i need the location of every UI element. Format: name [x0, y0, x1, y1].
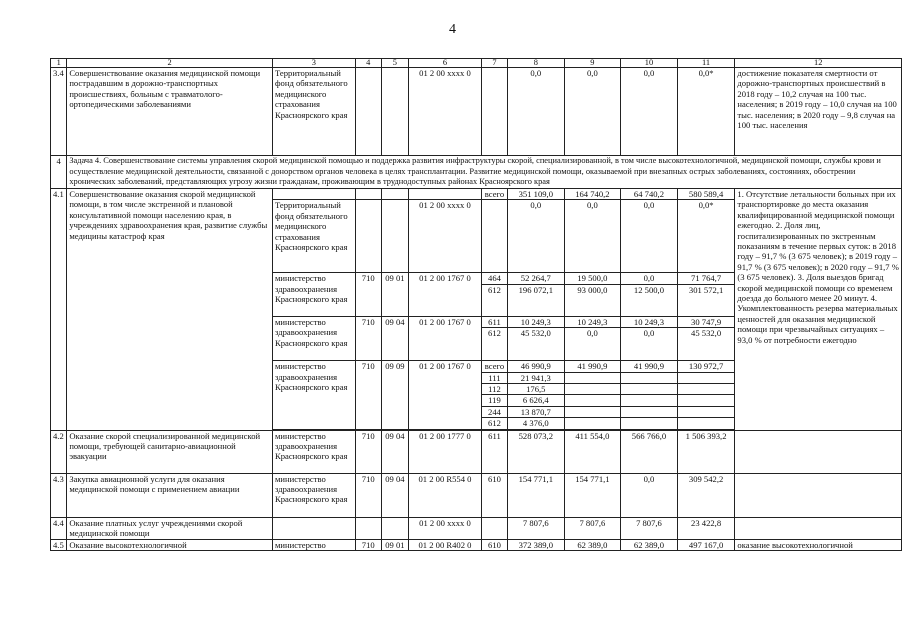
- vr-code: 112: [481, 384, 507, 395]
- col-header: 2: [67, 59, 273, 68]
- vr-code: всего: [481, 361, 507, 372]
- amount-2018: 176,5: [508, 384, 565, 395]
- rzpr-code: 09 04: [381, 316, 408, 360]
- rzpr-code: 09 04: [381, 430, 408, 473]
- amount-2018: 154 771,1: [508, 473, 565, 517]
- executor: Территориальный фонд обязательного медицинского страхования Красноярского края: [272, 68, 355, 156]
- amount-2020: [621, 384, 678, 395]
- amount-2020: 0,0: [621, 473, 678, 517]
- table-row: [51, 473, 902, 517]
- amount-2018: 0,0: [508, 200, 565, 273]
- amount-2019: [564, 406, 621, 417]
- activity-name: Оказание платных услуг учреждениями скорой медицинской помощи: [67, 517, 273, 539]
- amount-2018: 528 073,2: [508, 430, 565, 473]
- rzpr-code: [381, 189, 408, 200]
- row-number: 4.2: [51, 430, 67, 473]
- expected-result: достижение показателя смертности от дорожно-транспортных происшествий в 2018 году – 10,2 случая на 100 тыс. населения; в 2019 году – 10,0 случая на 100 тыс. населения; в 2020 году – 9,8 случая на 100 тыс. населения: [735, 68, 902, 156]
- amount-2018: 4 376,0: [508, 418, 565, 429]
- grbs-code: 710: [355, 361, 381, 429]
- csr-code: 01 2 00 1777 0: [409, 430, 482, 473]
- amount-2020: 0,0: [621, 328, 678, 361]
- col-header: 4: [355, 59, 381, 68]
- csr-code: 01 2 00 1767 0: [409, 316, 482, 360]
- amount-2018: 46 990,9: [508, 361, 565, 372]
- amount-2020: [621, 395, 678, 406]
- executor: [272, 189, 355, 200]
- col-header: 9: [564, 59, 621, 68]
- activity-name: Закупка авиационной услуги для оказания медицинской помощи с применением авиации: [67, 473, 273, 517]
- amount-2018: 10 249,3: [508, 316, 565, 327]
- task-description: Задача 4. Совершенствование системы управления скорой медицинской помощью и поддержка развития инфраструктуры скорой, специализированной, в том числе высокотехнологичной, медицинской помощи, службы крови и осуществление медицинской деятельности, связанной с донорством органов человека в целях трансплантации. Развитие медицинской помощи, оказываемой при внезапных острых заболеваниях, состояниях, обострении хронических заболеваний, представляющих угрозу жизни гражданам, проживающим в труднодоступных районах Красноярского края: [67, 156, 902, 189]
- grbs-code: 710: [355, 473, 381, 517]
- expected-result: [735, 473, 902, 517]
- csr-code: 01 2 00 1767 0: [409, 361, 482, 429]
- amount-total: 30 747,9: [677, 316, 735, 327]
- amount-total: [677, 372, 735, 383]
- rzpr-code: 09 01: [381, 539, 408, 550]
- vr-code: 612: [481, 284, 507, 316]
- col-header: 7: [481, 59, 507, 68]
- row-number: 4.5: [51, 539, 67, 550]
- amount-2019: [564, 372, 621, 383]
- csr-code: 01 2 00 хххх 0: [409, 200, 482, 273]
- table-row: [51, 68, 902, 156]
- amount-2019: 411 554,0: [564, 430, 621, 473]
- amount-total: 23 422,8: [677, 517, 735, 539]
- amount-2018: 45 532,0: [508, 328, 565, 361]
- csr-code: [409, 189, 482, 200]
- amount-2020: 0,0: [621, 273, 678, 284]
- rzpr-code: 09 01: [381, 273, 408, 316]
- grbs-code: [355, 200, 381, 273]
- rzpr-code: [381, 200, 408, 273]
- executor: [272, 517, 355, 539]
- col-header: 3: [272, 59, 355, 68]
- col-header: 5: [381, 59, 408, 68]
- expected-result: [735, 517, 902, 539]
- table-row: [51, 189, 902, 200]
- executor: министерство здравоохранения Красноярского края: [272, 473, 355, 517]
- table-row: [51, 517, 902, 539]
- amount-2019: 10 249,3: [564, 316, 621, 327]
- vr-code: 111: [481, 372, 507, 383]
- csr-code: 01 2 00 1767 0: [409, 273, 482, 316]
- amount-2018: 13 870,7: [508, 406, 565, 417]
- col-header: 11: [677, 59, 735, 68]
- amount-total: 71 764,7: [677, 273, 735, 284]
- executor: министерство здравоохранения Красноярского края: [272, 361, 355, 429]
- amount-total: 497 167,0: [677, 539, 735, 550]
- amount-2020: 62 389,0: [621, 539, 678, 550]
- amount-2018: 6 626,4: [508, 395, 565, 406]
- col-header: 6: [409, 59, 482, 68]
- amount-total: 0,0*: [677, 200, 735, 273]
- amount-total: 0,0*: [677, 68, 735, 156]
- amount-2018: 372 389,0: [508, 539, 565, 550]
- amount-2020: 0,0: [621, 68, 678, 156]
- vr-code: [481, 200, 507, 273]
- vr-code: всего: [481, 189, 507, 200]
- vr-code: 610: [481, 473, 507, 517]
- executor: министерство: [272, 539, 355, 550]
- amount-2019: 7 807,6: [564, 517, 621, 539]
- task-row: [51, 156, 902, 189]
- grbs-code: 710: [355, 273, 381, 316]
- rzpr-code: [381, 68, 408, 156]
- amount-2019: [564, 418, 621, 429]
- vr-code: 244: [481, 406, 507, 417]
- vr-code: 464: [481, 273, 507, 284]
- rzpr-code: [381, 517, 408, 539]
- csr-code: 01 2 00 R554 0: [409, 473, 482, 517]
- grbs-code: [355, 517, 381, 539]
- amount-2020: 41 990,9: [621, 361, 678, 372]
- amount-2018: 52 264,7: [508, 273, 565, 284]
- amount-2020: 7 807,6: [621, 517, 678, 539]
- vr-code: [481, 517, 507, 539]
- vr-code: 610: [481, 539, 507, 550]
- csr-code: 01 2 00 хххх 0: [409, 517, 482, 539]
- amount-2019: 0,0: [564, 328, 621, 361]
- vr-code: 612: [481, 328, 507, 361]
- amount-2019: 93 000,0: [564, 284, 621, 316]
- row-number: 4: [51, 156, 67, 189]
- page-number: 4: [449, 22, 456, 37]
- amount-2020: 566 766,0: [621, 430, 678, 473]
- amount-2019: 62 389,0: [564, 539, 621, 550]
- amount-total: 301 572,1: [677, 284, 735, 316]
- grbs-code: [355, 68, 381, 156]
- vr-code: [481, 68, 507, 156]
- grbs-code: 710: [355, 539, 381, 550]
- amount-2020: 64 740,2: [621, 189, 678, 200]
- activity-name: Совершенствование оказания медицинской помощи пострадавшим в дорожно-транспортных происшествиях, больным с травматолого-ортопедическими заболеваниями: [67, 68, 273, 156]
- grbs-code: 710: [355, 316, 381, 360]
- amount-2018: 351 109,0: [508, 189, 565, 200]
- amount-2018: 7 807,6: [508, 517, 565, 539]
- amount-2019: 41 990,9: [564, 361, 621, 372]
- activity-name: Оказание высокотехнологичной: [67, 539, 273, 550]
- csr-code: 01 2 00 хххх 0: [409, 68, 482, 156]
- row-number: 3.4: [51, 68, 67, 156]
- expected-result: оказание высокотехнологичной: [735, 539, 902, 550]
- amount-2018: 21 941,3: [508, 372, 565, 383]
- amount-2019: 154 771,1: [564, 473, 621, 517]
- row-number: 4.4: [51, 517, 67, 539]
- col-header: 8: [508, 59, 565, 68]
- amount-total: 580 589,4: [677, 189, 735, 200]
- expected-result: [735, 430, 902, 473]
- executor: министерство здравоохранения Красноярского края: [272, 316, 355, 360]
- csr-code: 01 2 00 R402 0: [409, 539, 482, 550]
- amount-2020: 0,0: [621, 200, 678, 273]
- grbs-code: [355, 189, 381, 200]
- expected-result: 1. Отсутствие летальности больных при их транспортировке до места оказания квалифицированной медицинской помощи ежегодно. 2. Доля лиц, госпитализированных по экстренным показаниям в течение первых суток: в 2018 году – 91,7 % (3 675 человек); в 2019 году – 91,7 % (3 675 человек); в 2020 году – 91,7 % (3 675 человек). 3. Доля выездов бригад скорой медицинской помощи со временем доезда до больного менее 20 минут. 4. Укомплектованность резерва материальных ценностей для оказания медицинской помощи при чрезвычайных ситуациях – 93,0 % от потребности ежегодно: [735, 189, 902, 431]
- table-row: [51, 539, 902, 550]
- executor: Территориальный фонд обязательного медицинского страхования Красноярского края: [272, 200, 355, 273]
- activity-name: Совершенствование оказания скорой медицинской помощи, в том числе экстренной и плановой консультативной помощи населению края, в учреждениях здравоохранения края, развитие службы медицины катастроф края: [67, 189, 273, 431]
- amount-2020: 12 500,0: [621, 284, 678, 316]
- activity-name: Оказание скорой специализированной медицинской помощи, требующей санитарно-авиационной эвакуации: [67, 430, 273, 473]
- vr-code: 611: [481, 430, 507, 473]
- rzpr-code: 09 04: [381, 473, 408, 517]
- row-number: 4.3: [51, 473, 67, 517]
- amount-2019: 0,0: [564, 200, 621, 273]
- rzpr-code: 09 09: [381, 361, 408, 429]
- amount-total: 45 532,0: [677, 328, 735, 361]
- amount-2019: [564, 384, 621, 395]
- col-header: 1: [51, 59, 67, 68]
- amount-2019: 0,0: [564, 68, 621, 156]
- amount-2020: [621, 406, 678, 417]
- amount-2018: 0,0: [508, 68, 565, 156]
- amount-total: [677, 406, 735, 417]
- amount-2019: 19 500,0: [564, 273, 621, 284]
- amount-2018: 196 072,1: [508, 284, 565, 316]
- amount-total: 1 506 393,2: [677, 430, 735, 473]
- amount-total: [677, 384, 735, 395]
- amount-total: 309 542,2: [677, 473, 735, 517]
- vr-code: 612: [481, 418, 507, 429]
- col-header: 12: [735, 59, 902, 68]
- table-row: [51, 430, 902, 473]
- vr-code: 119: [481, 395, 507, 406]
- amount-2020: 10 249,3: [621, 316, 678, 327]
- executor: министерство здравоохранения Красноярского края: [272, 430, 355, 473]
- amount-2020: [621, 418, 678, 429]
- amount-2019: [564, 395, 621, 406]
- amount-total: 130 972,7: [677, 361, 735, 372]
- vr-code: 611: [481, 316, 507, 327]
- col-header: 10: [621, 59, 678, 68]
- amount-total: [677, 395, 735, 406]
- amount-total: [677, 418, 735, 429]
- row-number: 4.1: [51, 189, 67, 431]
- program-activities-table: [50, 58, 902, 551]
- grbs-code: 710: [355, 430, 381, 473]
- executor: министерство здравоохранения Красноярского края: [272, 273, 355, 316]
- amount-2019: 164 740,2: [564, 189, 621, 200]
- column-number-row: [51, 59, 902, 68]
- amount-2020: [621, 372, 678, 383]
